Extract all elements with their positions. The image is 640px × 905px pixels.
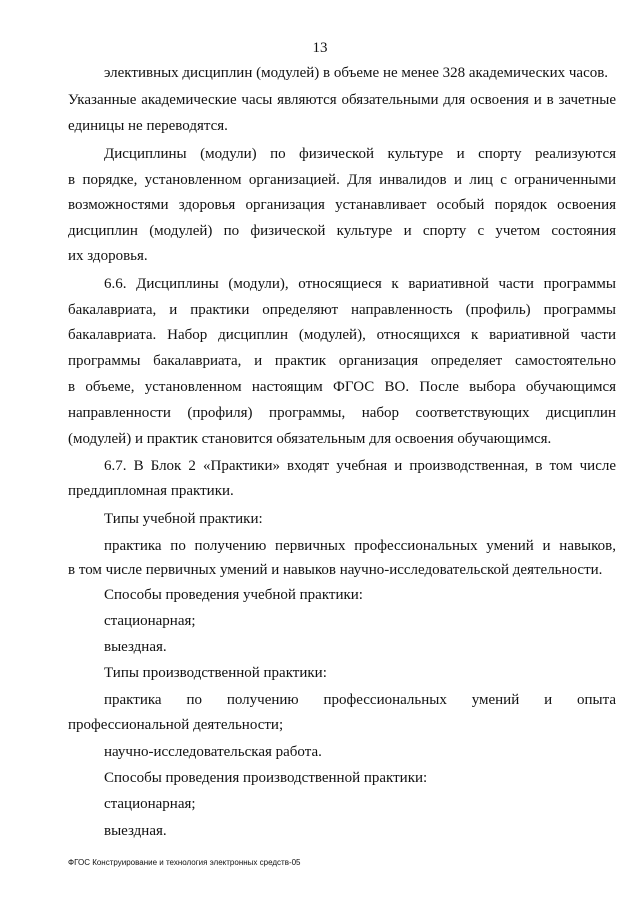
text-line: в порядке, установленном организацией. Для инвалидов и лиц с ограниченными bbox=[68, 172, 616, 188]
text-line: профессиональной деятельности; bbox=[68, 717, 284, 733]
text-line: Типы учебной практики: bbox=[104, 511, 263, 527]
text-line: в объеме, установленном настоящим ФГОС ВО. После выбора обучающимся bbox=[68, 379, 616, 395]
text-line: бакалавриата. Набор дисциплин (модулей), относящихся к вариативной части bbox=[68, 327, 616, 343]
text-line: стационарная; bbox=[104, 613, 196, 629]
text-line: (модулей) и практик становится обязательным для освоения обучающимся. bbox=[68, 431, 552, 447]
text-line: Способы проведения учебной практики: bbox=[104, 587, 363, 603]
text-line: в том числе первичных умений и навыков научно-исследовательской деятельности. bbox=[68, 562, 603, 578]
text-line: 6.6. Дисциплины (модули), относящиеся к вариативной части программы bbox=[104, 276, 616, 292]
text-line: выездная. bbox=[104, 823, 167, 839]
document-footer: ФГОС Конструирование и технология электронных средств-05 bbox=[68, 858, 301, 867]
text-line: Типы производственной практики: bbox=[104, 665, 327, 681]
text-line: Дисциплины (модули) по физической культуре и спорту реализуются bbox=[104, 146, 616, 162]
text-line: элективных дисциплин (модулей) в объеме не менее 328 академических часов. bbox=[104, 65, 609, 81]
text-line: Указанные академические часы являются обязательными для освоения и в зачетные bbox=[68, 92, 616, 108]
text-line: дисциплин (модулей) по физической культуре и спорту с учетом состояния bbox=[68, 223, 616, 239]
text-line: практика по получению первичных профессиональных умений и навыков, bbox=[104, 538, 616, 554]
text-line: возможностями здоровья организация устанавливает особый порядок освоения bbox=[68, 197, 616, 213]
text-line: выездная. bbox=[104, 639, 167, 655]
text-line: преддипломная практики. bbox=[68, 483, 234, 499]
text-line: научно-исследовательская работа. bbox=[104, 744, 322, 760]
page-number: 13 bbox=[312, 40, 328, 56]
text-line: практика по получению профессиональных умений и опыта bbox=[104, 692, 616, 708]
text-line: Способы проведения производственной практики: bbox=[104, 770, 428, 786]
text-line: бакалавриата, и практики определяют направленность (профиль) программы bbox=[68, 302, 616, 318]
text-line: направленности (профиля) программы, набор соответствующих дисциплин bbox=[68, 405, 616, 421]
text-line: единицы не переводятся. bbox=[68, 118, 228, 134]
text-line: 6.7. В Блок 2 «Практики» входят учебная и производственная, в том числе bbox=[104, 458, 616, 474]
text-line: их здоровья. bbox=[68, 248, 148, 264]
text-line: программы бакалавриата, и практик организация определяет самостоятельно bbox=[68, 353, 616, 369]
text-line: стационарная; bbox=[104, 796, 196, 812]
